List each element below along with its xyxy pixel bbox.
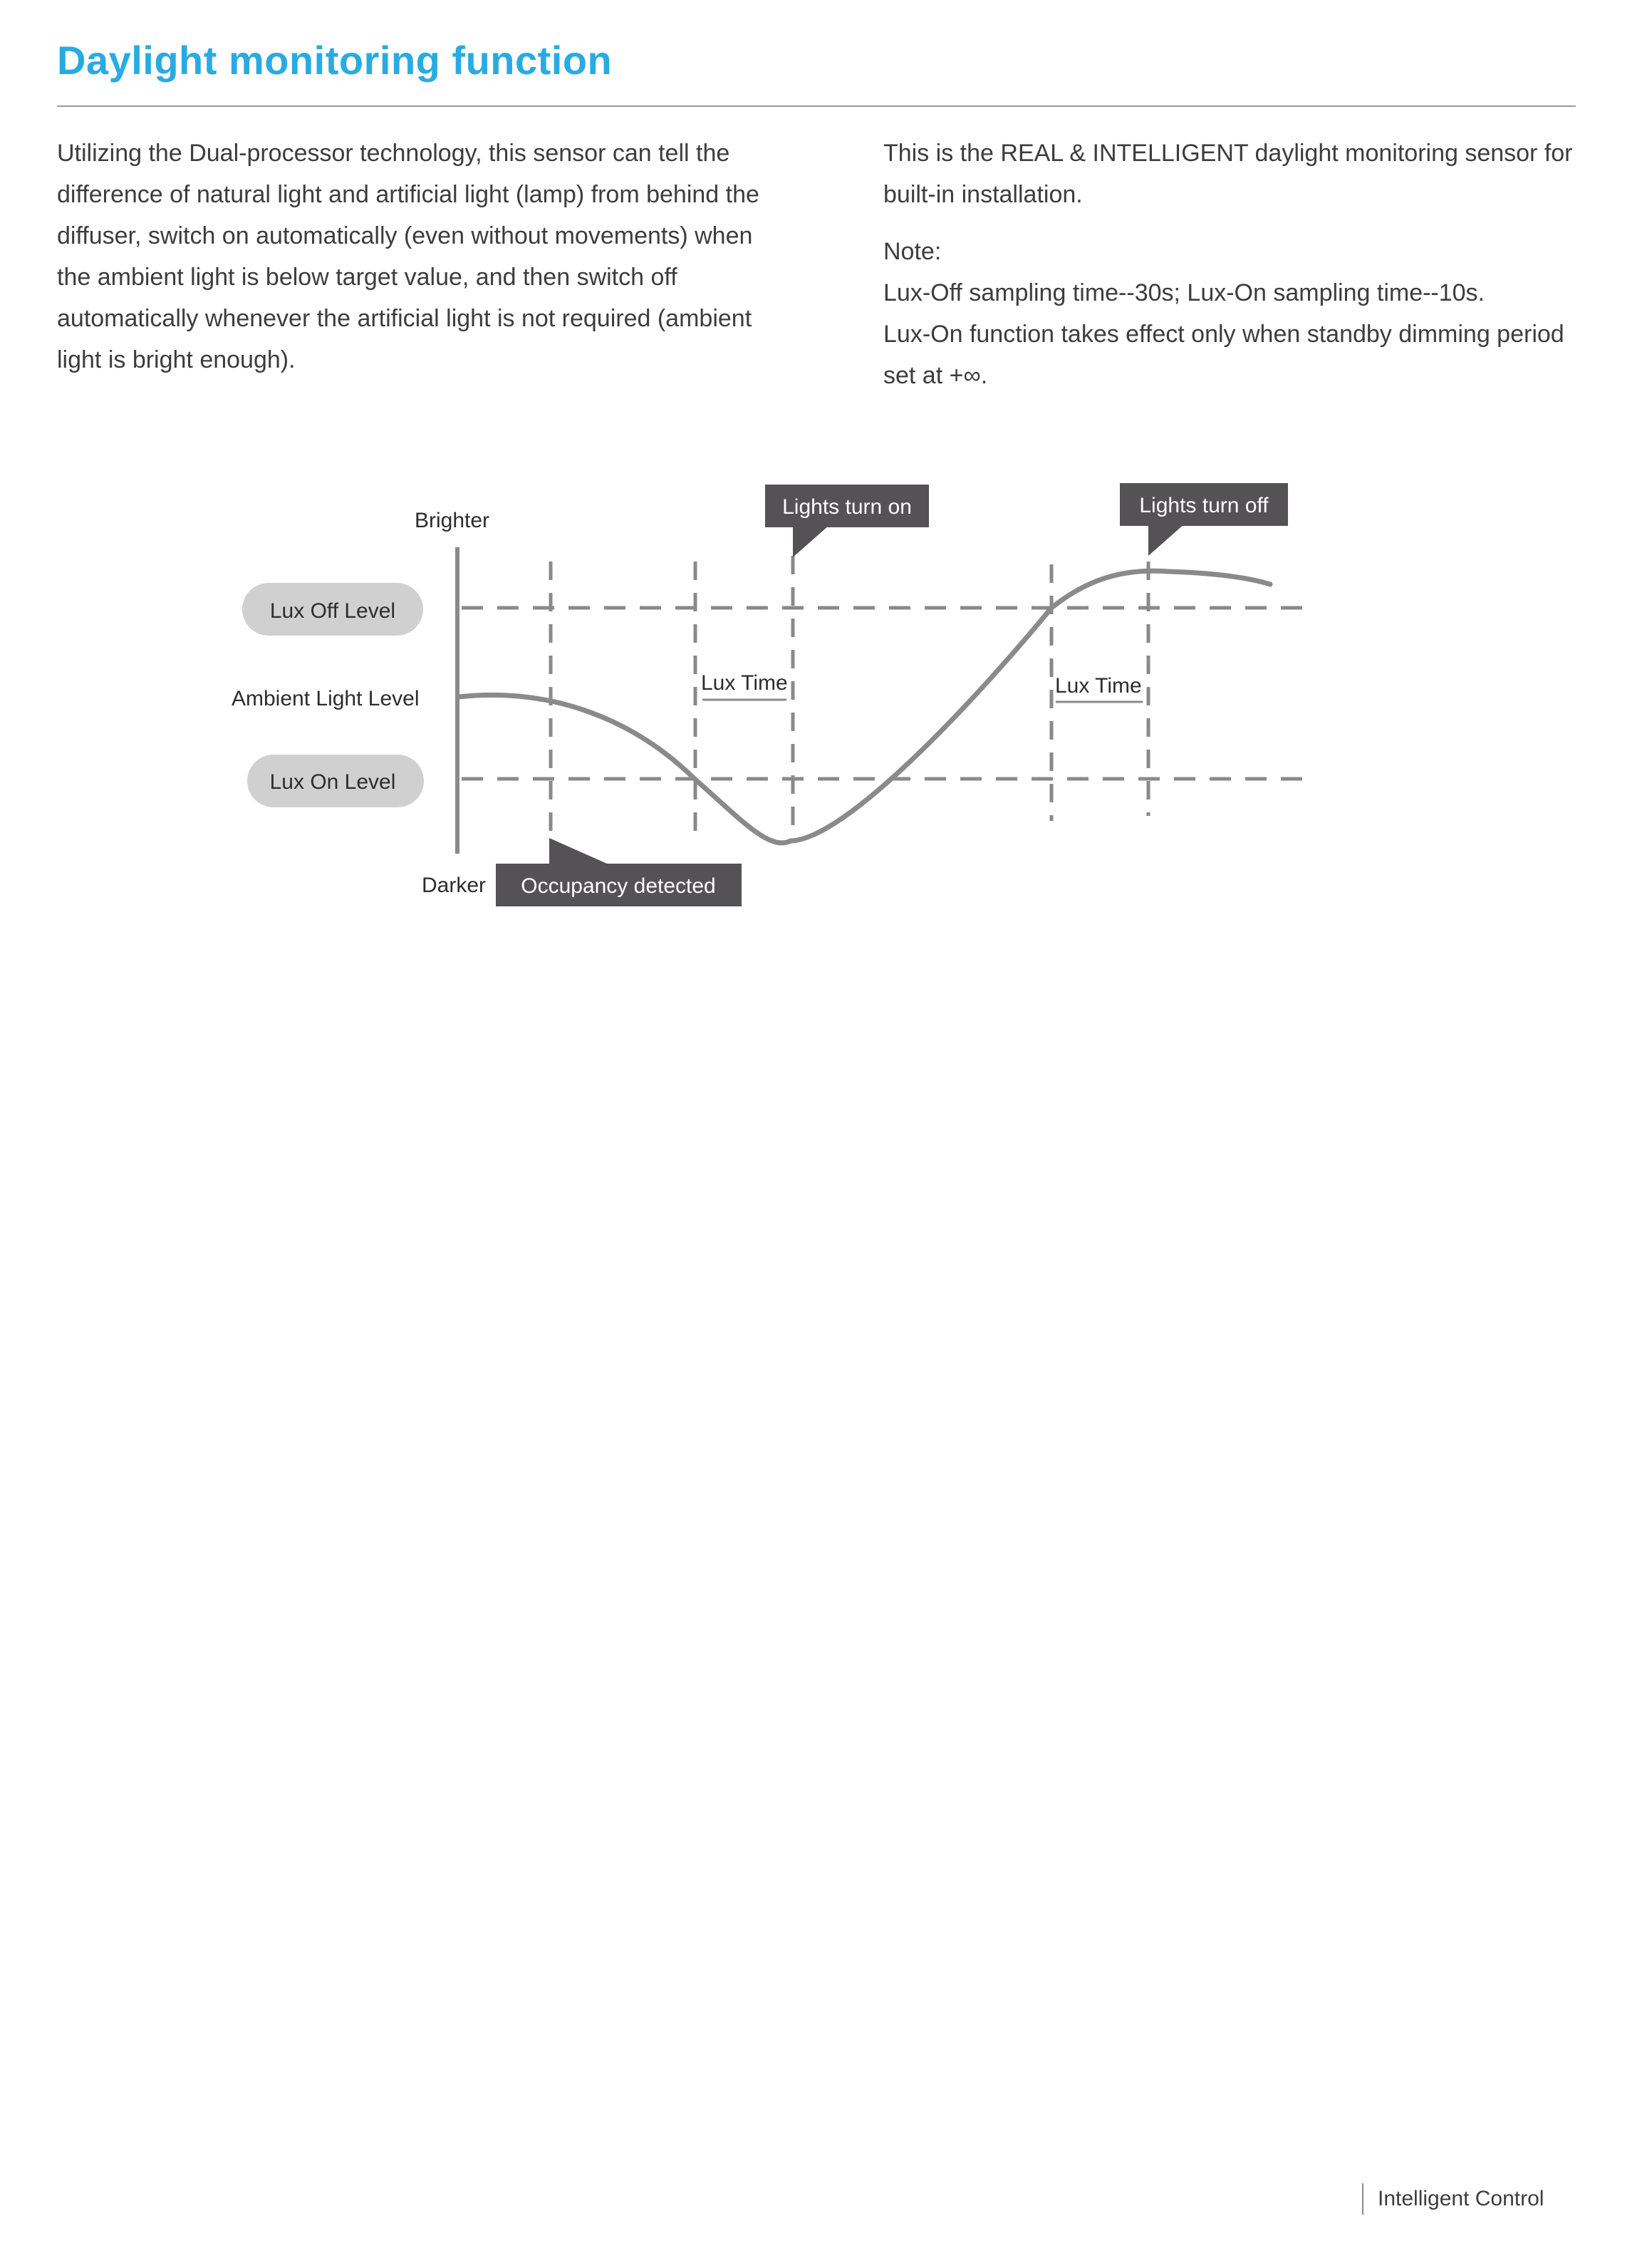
footer-section-label: Intelligent Control <box>1362 2183 1544 2215</box>
lights-on-callout-pointer <box>793 526 828 557</box>
y-axis-label: Ambient Light Level <box>232 687 420 710</box>
note-line-1: Lux-Off sampling time--30s; Lux-On sampling time--10s. <box>883 279 1485 306</box>
lights-on-callout-text: Lights turn on <box>782 495 912 519</box>
lux-on-level-label: Lux On Level <box>269 770 396 794</box>
ambient-light-curve <box>459 571 1270 843</box>
note-label: Note: <box>883 238 942 265</box>
description-paragraph: Utilizing the Dual-processor technology, this sensor can tell the difference of natural light and artificial light (lamp) from behind the diffuser, switch on automatically (even without movements) when the ambient light is below target value, and then switch off automatically whenever the artificial light is not required (ambient light is bright enough). <box>57 140 759 373</box>
daylight-diagram <box>0 456 1652 926</box>
description-left-column <box>57 133 769 381</box>
lux-off-level-label: Lux Off Level <box>269 599 396 623</box>
axis-top-label: Brighter <box>415 509 490 532</box>
note-line-2: Lux-On function takes effect only when standby dimming period set at +∞. <box>883 321 1564 389</box>
description-right-column <box>883 133 1581 396</box>
lux-time-label-2: Lux Time <box>1055 674 1142 698</box>
occupancy-callout-pointer <box>549 838 607 864</box>
lights-off-callout-text: Lights turn off <box>1139 494 1269 517</box>
axis-bottom-label: Darker <box>422 874 487 897</box>
intro-paragraph: This is the REAL & INTELLIGENT daylight monitoring sensor for built-in installation. <box>883 140 1573 208</box>
lights-off-callout-pointer <box>1148 524 1184 556</box>
daylight-diagram-svg <box>0 456 1652 926</box>
title-divider <box>57 105 1576 107</box>
occupancy-callout-text: Occupancy detected <box>521 874 716 898</box>
lux-time-label-1: Lux Time <box>701 671 788 695</box>
page-title: Daylight monitoring function <box>57 38 613 83</box>
